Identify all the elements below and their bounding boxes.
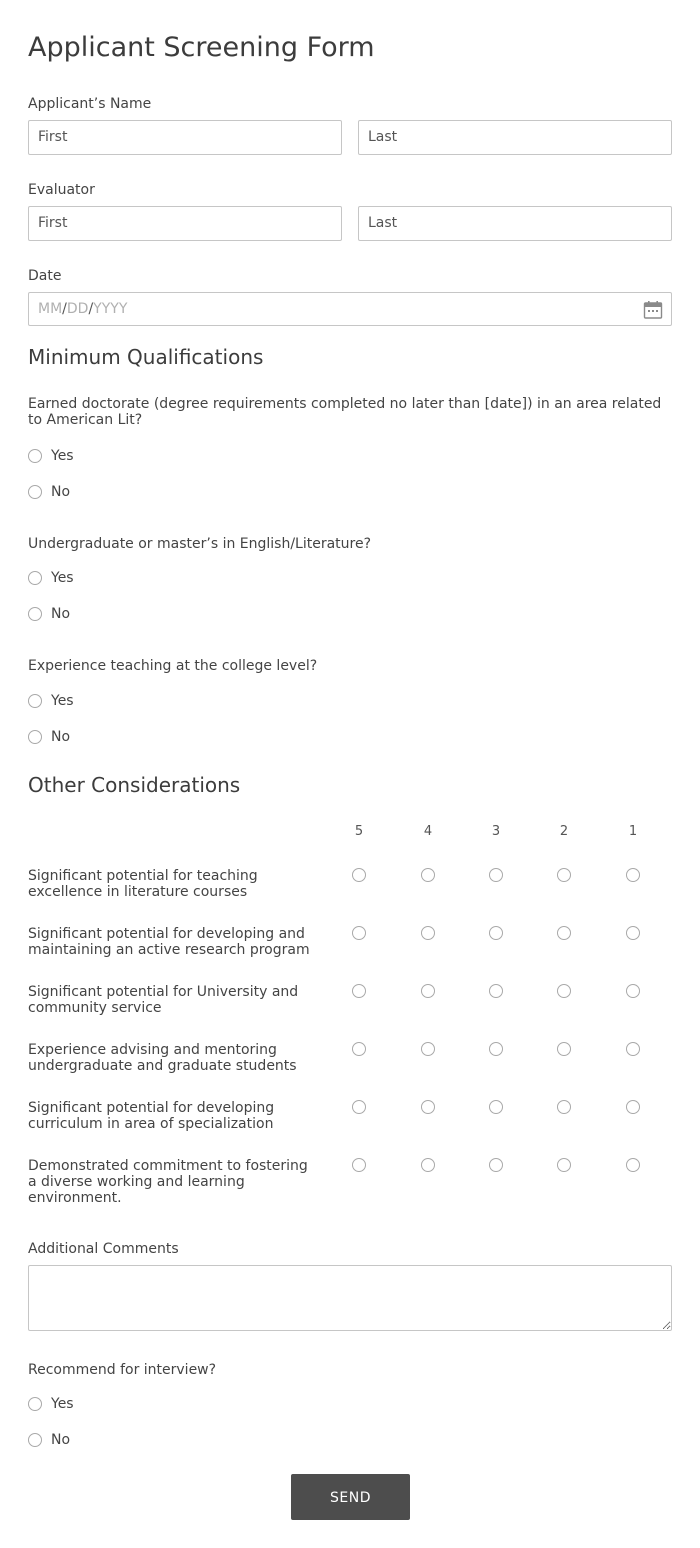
matrix-row-label: Significant potential for teaching excellence in literature courses	[28, 868, 258, 900]
min-qual-heading: Minimum Qualifications	[28, 345, 264, 369]
scale-header-4: 4	[423, 824, 433, 839]
q2-no-label: No	[51, 606, 71, 622]
q2-question: Undergraduate or master’s in English/Literature?	[28, 536, 372, 552]
matrix-radio-row4-score1[interactable]	[626, 1042, 640, 1056]
other-considerations-heading: Other Considerations	[28, 773, 241, 797]
q3-no-radio[interactable]	[28, 730, 42, 744]
matrix-radio-row3-score1[interactable]	[626, 984, 640, 998]
q3-question: Experience teaching at the college level?	[28, 658, 318, 674]
date-sep-1: /	[62, 301, 67, 317]
matrix-radio-row2-score1[interactable]	[626, 926, 640, 940]
q1-no-label: No	[51, 484, 71, 500]
matrix-row-label: Significant potential for developing and maintaining an active research program	[28, 926, 310, 958]
matrix-radio-row3-score4[interactable]	[421, 984, 435, 998]
scale-header-1: 1	[628, 824, 638, 839]
scale-header-2: 2	[559, 824, 569, 839]
matrix-radio-row3-score5[interactable]	[352, 984, 366, 998]
matrix-radio-row2-score4[interactable]	[421, 926, 435, 940]
matrix-radio-row5-score4[interactable]	[421, 1100, 435, 1114]
q2-no-option[interactable]	[28, 604, 70, 624]
date-mm: MM	[38, 301, 63, 317]
matrix-row-label: Significant potential for developing curriculum in area of specialization	[28, 1100, 275, 1132]
recommend-no-radio[interactable]	[28, 1433, 42, 1447]
matrix-radio-row1-score3[interactable]	[489, 868, 503, 882]
matrix-radio-row3-score2[interactable]	[557, 984, 571, 998]
date-input[interactable]	[28, 292, 672, 326]
date-yyyy: YYYY	[93, 301, 128, 317]
date-sep-2: /	[88, 301, 94, 317]
matrix-radio-row5-score5[interactable]	[352, 1100, 366, 1114]
matrix-radio-row1-score4[interactable]	[421, 868, 435, 882]
scale-header-5: 5	[354, 824, 364, 839]
calendar-icon[interactable]	[643, 300, 663, 320]
date-label: Date	[28, 268, 62, 284]
q2-yes-label: Yes	[51, 570, 74, 586]
matrix-radio-row2-score2[interactable]	[557, 926, 571, 940]
matrix-radio-row6-score3[interactable]	[489, 1158, 503, 1172]
recommend-no-label: No	[51, 1432, 71, 1448]
q2-yes-radio[interactable]	[28, 571, 42, 585]
matrix-radio-row4-score3[interactable]	[489, 1042, 503, 1056]
q1-no-option[interactable]	[28, 482, 70, 502]
comments-label: Additional Comments	[28, 1241, 179, 1257]
q3-yes-option[interactable]	[28, 691, 74, 711]
q2-no-radio[interactable]	[28, 607, 42, 621]
matrix-radio-row4-score5[interactable]	[352, 1042, 366, 1056]
matrix-radio-row2-score5[interactable]	[352, 926, 366, 940]
q1-question: Earned doctorate (degree requirements completed no later than [date]) in an area related to American Lit?	[28, 396, 662, 428]
q3-no-option[interactable]	[28, 727, 70, 747]
matrix-radio-row1-score1[interactable]	[626, 868, 640, 882]
date-dd: DD	[66, 301, 89, 317]
matrix-radio-row3-score3[interactable]	[489, 984, 503, 998]
q3-yes-radio[interactable]	[28, 694, 42, 708]
matrix-row-label: Experience advising and mentoring undergraduate and graduate students	[28, 1042, 297, 1074]
applicant-last-name-input[interactable]: Last	[358, 120, 672, 155]
matrix-radio-row5-score1[interactable]	[626, 1100, 640, 1114]
comments-textarea[interactable]	[28, 1265, 672, 1331]
recommend-yes-option[interactable]	[28, 1394, 74, 1414]
matrix-row-label: Demonstrated commitment to fostering a diverse working and learning environment.	[28, 1158, 308, 1206]
matrix-radio-row4-score2[interactable]	[557, 1042, 571, 1056]
matrix-row-label: Significant potential for University and community service	[28, 984, 299, 1016]
evaluator-last-name-input[interactable]: Last	[358, 206, 672, 241]
matrix-radio-row1-score5[interactable]	[352, 868, 366, 882]
applicant-name-label: Applicant’s Name	[28, 96, 152, 112]
q2-yes-option[interactable]	[28, 568, 74, 588]
matrix-radio-row5-score3[interactable]	[489, 1100, 503, 1114]
evaluator-first-name-input[interactable]: First	[28, 206, 342, 241]
recommend-no-option[interactable]	[28, 1430, 70, 1450]
evaluator-label: Evaluator	[28, 182, 95, 198]
q1-no-radio[interactable]	[28, 485, 42, 499]
send-button[interactable]: SEND	[291, 1474, 410, 1520]
recommend-yes-radio[interactable]	[28, 1397, 42, 1411]
page-title: Applicant Screening Form	[28, 32, 375, 63]
q3-yes-label: Yes	[51, 693, 74, 709]
matrix-radio-row5-score2[interactable]	[557, 1100, 571, 1114]
matrix-radio-row6-score2[interactable]	[557, 1158, 571, 1172]
matrix-radio-row1-score2[interactable]	[557, 868, 571, 882]
recommend-yes-label: Yes	[51, 1396, 74, 1412]
q1-yes-radio[interactable]	[28, 449, 42, 463]
matrix-radio-row6-score5[interactable]	[352, 1158, 366, 1172]
scale-header-3: 3	[491, 824, 501, 839]
q1-yes-label: Yes	[51, 448, 74, 464]
matrix-radio-row4-score4[interactable]	[421, 1042, 435, 1056]
matrix-radio-row2-score3[interactable]	[489, 926, 503, 940]
q3-no-label: No	[51, 729, 71, 745]
recommend-question: Recommend for interview?	[28, 1362, 217, 1378]
matrix-radio-row6-score1[interactable]	[626, 1158, 640, 1172]
matrix-radio-row6-score4[interactable]	[421, 1158, 435, 1172]
applicant-first-name-input[interactable]: First	[28, 120, 342, 155]
q1-yes-option[interactable]	[28, 446, 74, 466]
